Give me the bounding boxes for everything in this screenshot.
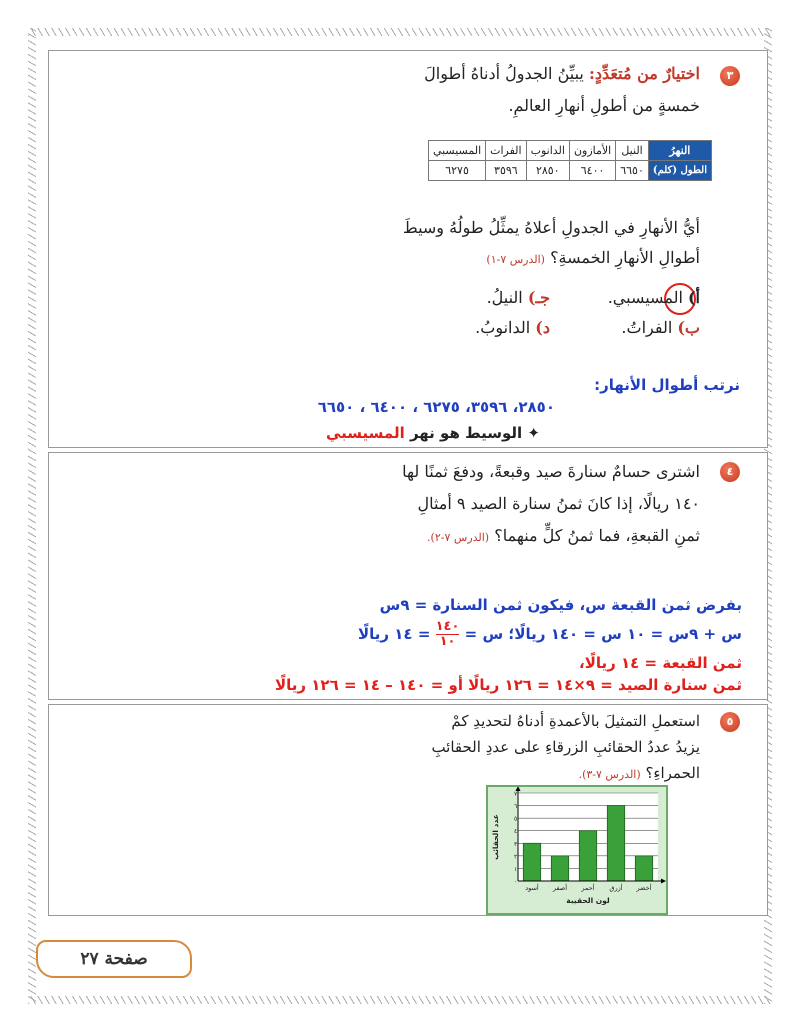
x-tick-label: أسود (525, 884, 539, 892)
median-answer: المسيسبي (325, 424, 405, 442)
choice-b-letter: ب) (677, 318, 700, 337)
choice-b[interactable] (621, 318, 700, 337)
question-5-number: ٥ (720, 712, 740, 732)
question-3-line2 (486, 248, 700, 267)
x-axis-arrow-icon (661, 879, 666, 884)
median-statement (326, 424, 540, 442)
y-tick-label: ٧ (514, 790, 518, 798)
question-3-number: ٣ (720, 66, 740, 86)
river-name-cell: النيل (616, 141, 649, 161)
question-4-number: ٤ (720, 462, 740, 482)
question-3-line1: أيُّ الأنهارِ في الجدولِ أعلاهُ يمثِّلُ طولُهُ وسيطَ (402, 218, 700, 237)
y-axis-arrow-icon (516, 787, 521, 791)
y-axis-title: عدد الحقائب (491, 814, 500, 860)
choice-c[interactable] (487, 288, 550, 307)
y-tick-label: ٢ (514, 853, 518, 861)
river-name-cell: الأمازون (569, 141, 615, 161)
chart-bar (579, 831, 596, 881)
choice-d-text: الدانوبُ. (475, 318, 531, 337)
y-tick-label: ٤ (514, 828, 518, 836)
x-tick-label: أزرق (609, 884, 623, 892)
chart-bar (523, 843, 540, 881)
x-axis-title: لون الحقيبة (566, 896, 610, 905)
fraction (436, 620, 460, 649)
decorative-border-top (28, 28, 772, 36)
choice-c-text: النيلُ. (486, 288, 523, 307)
question-4-line3 (427, 526, 700, 545)
river-length-cell: ٦٤٠٠ (569, 161, 615, 181)
choice-b-text: الفراتُ. (621, 318, 673, 337)
q4-solution-line2-a: س + ٩س = ١٠ س = ١٤٠ ريالًا؛ س = (464, 625, 742, 643)
choice-a[interactable] (608, 288, 700, 307)
decorative-border-bottom (28, 996, 772, 1004)
y-tick-label: ٥ (514, 815, 518, 823)
bag-colors-chart-svg (488, 787, 666, 913)
question-4-line1: اشترى حسامٌ سنارةَ صيد وقبعةً، ودفعَ ثمنًا لها (402, 462, 700, 481)
q4-solution-line3: ثمن القبعة = ١٤ ريالًا، (579, 654, 742, 672)
rivers-table-length-row (428, 161, 711, 181)
rivers-table (428, 140, 712, 181)
q4-solution-line1: بفرض ثمن القبعة س، فيكون ثمن السنارة = ٩س (379, 596, 742, 614)
decorative-border-left (28, 28, 36, 1004)
q4-solution-line4: ثمن سنارة الصيد = ٩×١٤ = ١٢٦ ريالًا أو = ١٤٠ – ١٤ = ١٢٦ ريالًا (274, 676, 742, 694)
choice-a-text: المسيسبي. (607, 288, 683, 307)
chart-bar (635, 856, 652, 881)
question-3-intro-line1 (424, 64, 700, 83)
question-4-line3-text: ثمنِ القبعةِ، فما ثمنُ كلٍّ منهما؟ (494, 526, 700, 545)
median-prefix: الوسيط هو نهر (409, 424, 523, 442)
solution-heading: نرتب أطوال الأنهار: (594, 376, 740, 394)
question-3-intro-text: يبيِّنُ الجدولُ أدناهُ أطوالَ (424, 64, 584, 83)
river-length-cell: ٢٨٥٠ (526, 161, 569, 181)
x-tick-label: أصفر (552, 884, 568, 892)
question-4-line2: ١٤٠ ريالًا، إذا كانَ ثمنُ سنارة الصيد ٩ أمثالِ (417, 494, 700, 513)
river-name-cell: الدانوب (526, 141, 569, 161)
question-5-line2: يزيدُ عددُ الحقائبِ الزرقاءِ على عددِ الحقائبِ (431, 738, 700, 756)
x-tick-label: أحمر (581, 884, 595, 892)
question-3-title: اختيارٌ من مُتعَدِّدٍ: (588, 64, 700, 83)
page-number-tag: صفحة ٢٧ (36, 940, 192, 978)
fraction-denominator: ١٠ (439, 634, 456, 649)
river-name-cell: الفرات (486, 141, 526, 161)
question-3-intro-line2: خمسةٍ من أطولِ أنهارِ العالمِ. (508, 96, 700, 115)
q4-solution-line2-b: = ١٤ ريالًا (357, 625, 431, 643)
question-5-line3-text: الحمراءِ؟ (645, 764, 700, 782)
choice-c-letter: جـ) (527, 288, 550, 307)
bag-colors-chart (486, 785, 668, 915)
question-5-line3 (579, 764, 700, 782)
y-tick-label: ٣ (514, 840, 518, 848)
x-tick-label: أخضر (636, 884, 652, 892)
y-tick-label: ٦ (514, 803, 518, 811)
bullet-icon: ✦ (527, 424, 540, 442)
y-tick-label: ١ (514, 865, 518, 873)
rivers-table-header-row (428, 141, 711, 161)
question-5-lesson-ref: (الدرس ٧-٣). (578, 768, 641, 781)
river-length-cell: ٣٥٩٦ (486, 161, 526, 181)
chart-bar (551, 856, 568, 881)
river-length-cell: ٦٢٧٥ (428, 161, 485, 181)
choice-d[interactable] (475, 318, 550, 337)
fraction-numerator: ١٤٠ (435, 619, 460, 634)
rivers-table-row-label: الطول (كلم) (648, 161, 711, 181)
river-length-cell: ٦٦٥٠ (616, 161, 649, 181)
question-4-lesson-ref: (الدرس ٧-٢). (427, 531, 490, 544)
rivers-table-header-label: النهرُ (648, 141, 711, 161)
chart-bar (607, 806, 624, 881)
question-3-line2-text: أطوالِ الأنهارِ الخمسةِ؟ (550, 248, 700, 267)
solution-order: ٢٨٥٠، ٣٥٩٦، ٦٢٧٥ ، ٦٤٠٠ ، ٦٦٥٠ (317, 398, 555, 416)
river-name-cell: المسيسبي (428, 141, 485, 161)
question-5-line1: استعملِ التمثيلَ بالأعمدةِ أدناهُ لتحديدِ كمْ (451, 712, 700, 730)
y-tick-label: ٠ (514, 878, 518, 886)
q4-solution-line2 (358, 620, 742, 649)
choice-d-letter: د) (535, 318, 550, 337)
choice-a-letter: أ) (687, 288, 700, 307)
question-3-lesson-ref: (الدرس ٧-١) (486, 253, 545, 266)
